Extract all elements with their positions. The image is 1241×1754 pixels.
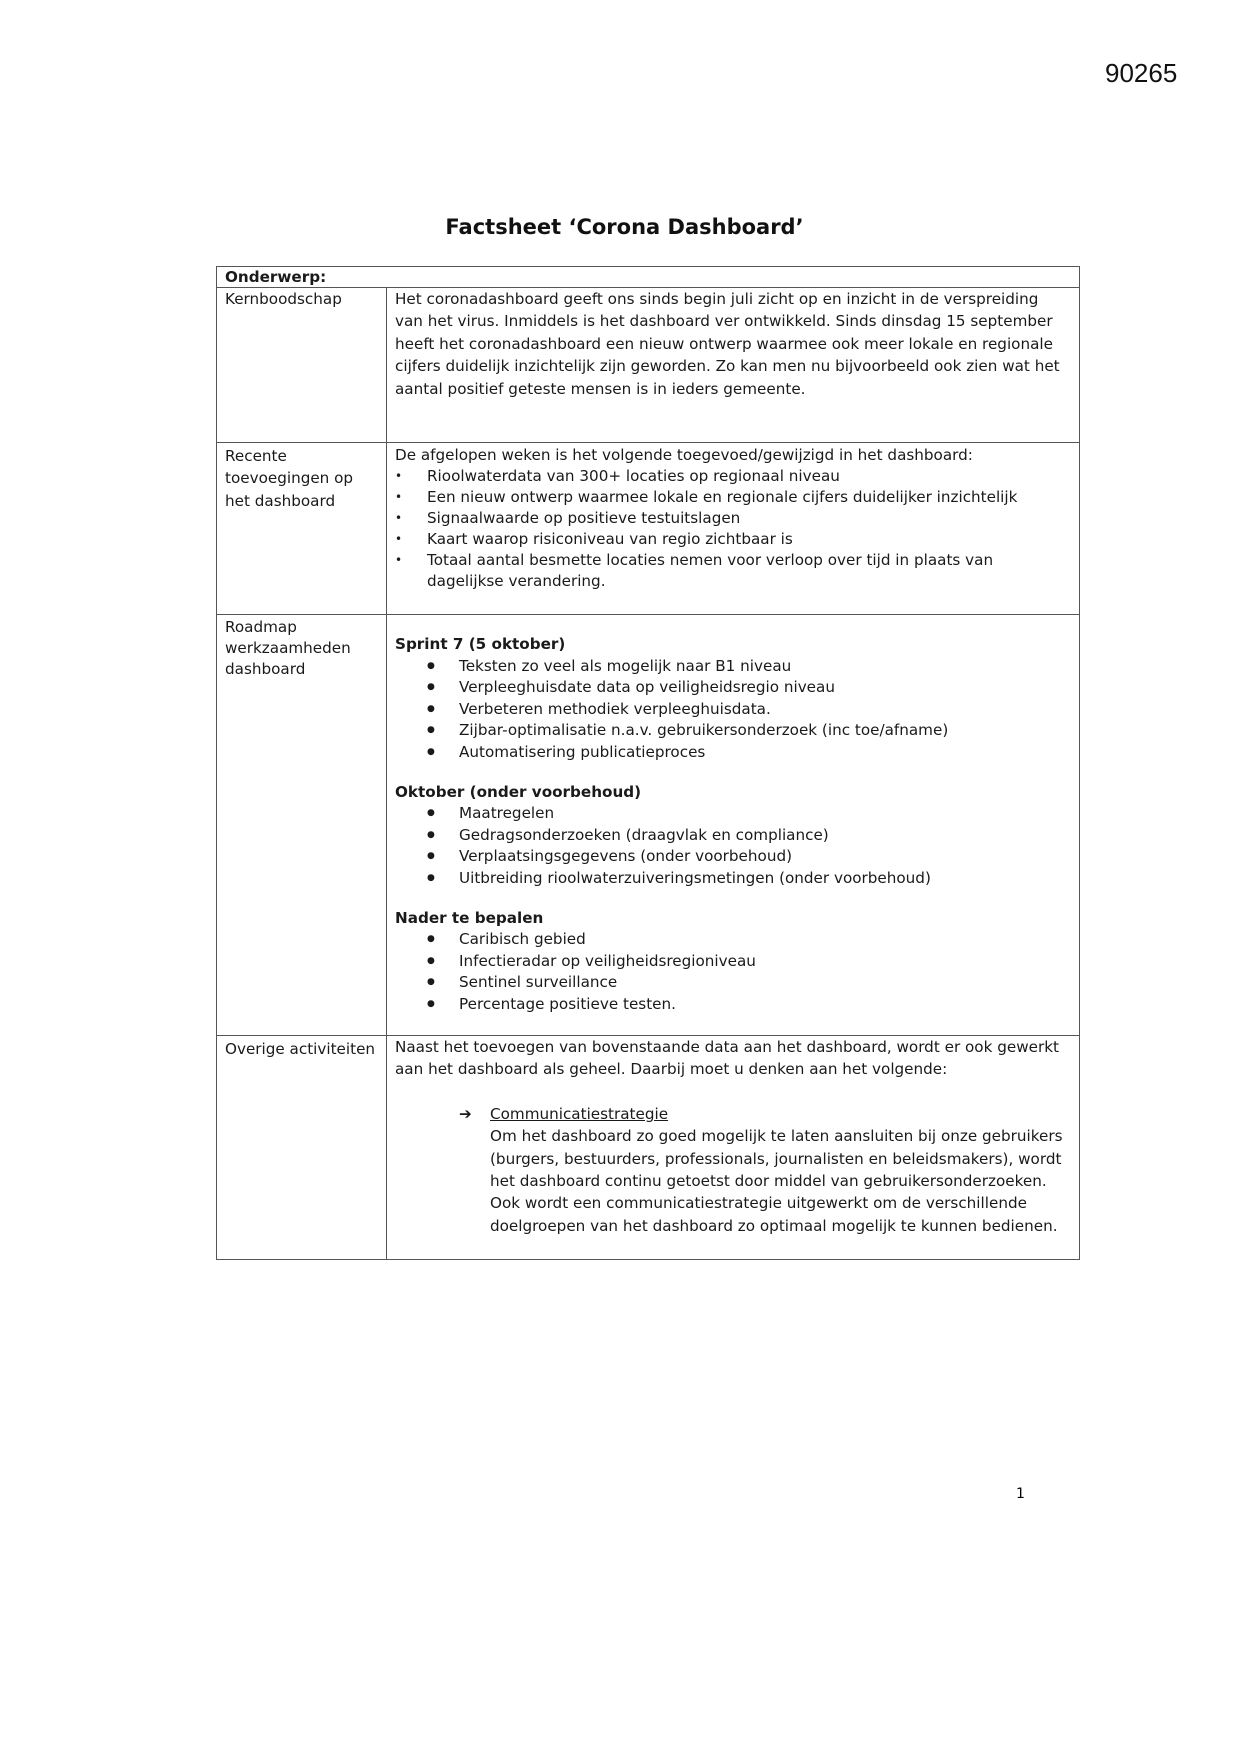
arrow-item <box>395 1103 1071 1237</box>
list-item: ● Maatregelen <box>395 803 1071 825</box>
list-item: ● Caribisch gebied <box>395 929 1071 951</box>
list-item: ● Sentinel surveillance <box>395 972 1071 994</box>
roadmap-row <box>217 615 1080 1036</box>
overige-label: Overige activiteiten <box>217 1036 387 1260</box>
kern-text: Het coronadashboard geeft ons sinds begin juli zicht op en inzicht in de verspreiding van het virus. Inmiddels is het dashboard ver ontwikkeld. Sinds dinsdag 15 september heeft het coronadashboard een nieuw ontwerp waarmee ook meer lokale en regionale cijfers duidelijk inzichtelijk zijn geworden. Zo kan men nu bijvoorbeeld ook zien wat het aantal positief geteste mensen is in ieders gemeente. <box>395 290 1060 398</box>
list-item: • Rioolwaterdata van 300+ locaties op regionaal niveau <box>395 466 1071 487</box>
list-item: ● Verplaatsingsgegevens (onder voorbehoud) <box>395 846 1071 868</box>
list-item: ● Infectieradar op veiligheidsregioniveau <box>395 951 1071 973</box>
list-item: • Totaal aantal besmette locaties nemen voor verloop over tijd in plaats van dagelijkse verandering. <box>395 550 1071 592</box>
list-item: ● Uitbreiding rioolwaterzuiveringsmetingen (onder voorbehoud) <box>395 868 1071 890</box>
recent-list <box>395 466 1071 592</box>
list-item: ● Teksten zo veel als mogelijk naar B1 niveau <box>395 656 1071 678</box>
roadmap-content <box>387 615 1080 1036</box>
list-item: • Signaalwaarde op positieve testuitslagen <box>395 508 1071 529</box>
overige-content <box>387 1036 1080 1260</box>
october-heading: Oktober (onder voorbehoud) <box>395 782 642 801</box>
list-item: • Kaart waarop risiconiveau van regio zichtbaar is <box>395 529 1071 550</box>
list-item: ● Percentage positieve testen. <box>395 994 1071 1016</box>
list-item: ● Zijbar-optimalisatie n.a.v. gebruikersonderzoek (inc toe/afname) <box>395 720 1071 742</box>
arrow-item-text: Om het dashboard zo goed mogelijk te laten aansluiten bij onze gebruikers (burgers, bestuurders, professionals, journalisten en beleidsmakers), wordt het dashboard continu getoetst door middel van gebruikersonderzoeken. Ook wordt een communicatiestrategie uitgewerkt om de verschillende doelgroepen van het dashboard zo optimaal mogelijk te kunnen bedienen. <box>490 1127 1063 1235</box>
list-item: ● Verbeteren methodiek verpleeghuisdata. <box>395 699 1071 721</box>
arrow-item-title: Communicatiestrategie <box>490 1104 669 1123</box>
recent-content <box>387 443 1080 615</box>
roadmap-label: Roadmap werkzaamheden dashboard <box>217 615 387 1036</box>
subject-row <box>217 267 1080 288</box>
recent-row <box>217 443 1080 615</box>
recent-intro: De afgelopen weken is het volgende toegevoed/gewijzigd in het dashboard: <box>395 446 973 464</box>
page-title: Factsheet ‘Corona Dashboard’ <box>445 215 804 239</box>
page-number: 1 <box>1016 1486 1025 1502</box>
sprint-list <box>395 656 1071 764</box>
overige-row <box>217 1036 1080 1260</box>
arrow-right-icon: ➔ <box>459 1104 472 1123</box>
kern-row <box>217 288 1080 443</box>
list-item: ● Verpleeghuisdate data op veiligheidsregio niveau <box>395 677 1071 699</box>
sprint-heading: Sprint 7 (5 oktober) <box>395 635 566 653</box>
subject-label: Onderwerp: <box>217 267 1080 288</box>
kern-label: Kernboodschap <box>217 288 387 443</box>
recent-label: Recente toevoegingen op het dashboard <box>217 443 387 615</box>
list-item: ● Automatisering publicatieproces <box>395 742 1071 764</box>
overige-intro: Naast het toevoegen van bovenstaande data aan het dashboard, wordt er ook gewerkt aan het dashboard als geheel. Daarbij moet u denken aan het volgende: <box>395 1038 1059 1079</box>
kern-content <box>387 288 1080 443</box>
factsheet-table <box>216 266 1080 1260</box>
tbd-heading: Nader te bepalen <box>395 908 544 927</box>
october-list <box>395 803 1071 889</box>
list-item: • Een nieuw ontwerp waarmee lokale en regionale cijfers duidelijker inzichtelijk <box>395 487 1071 508</box>
tbd-list <box>395 929 1071 1015</box>
list-item: ● Gedragsonderzoeken (draagvlak en compliance) <box>395 825 1071 847</box>
document-id: 90265 <box>1105 58 1178 88</box>
